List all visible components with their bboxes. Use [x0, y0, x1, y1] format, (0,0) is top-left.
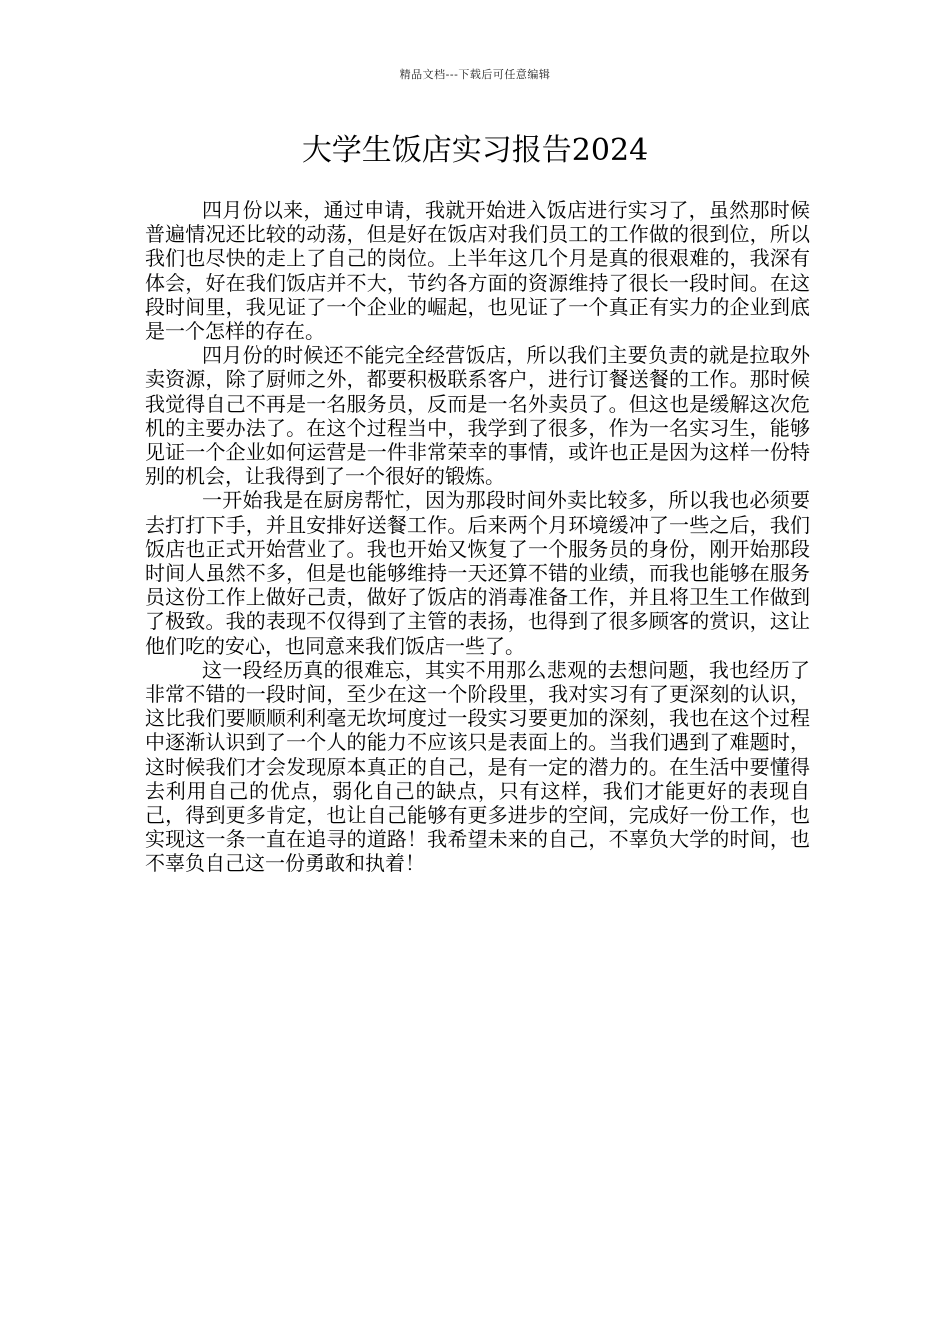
paragraph-3: 一开始我是在厨房帮忙，因为那段时间外卖比较多，所以我也必须要去打打下手，并且安排好送餐工作。后来两个月环境缓冲了一些之后，我们饭店也正式开始营业了。我也开始又恢复了一个服务员的身份，刚开始那段时间人虽然不多，但是也能够维持一天还算不错的业绩，而我也能够在服务员这份工作上做好己责，做好了饭店的消毒准备工作，并且将卫生工作做到了极致。我的表现不仅得到了主管的表扬，也得到了很多顾客的赏识，这让他们吃的安心，也同意来我们饭店一些了。 [145, 488, 810, 658]
paragraph-2: 四月份的时候还不能完全经营饭店，所以我们主要负责的就是拉取外卖资源，除了厨师之外，都要积极联系客户，进行订餐送餐的工作。那时候我觉得自己不再是一名服务员，反而是一名外卖员了。但这也是缓解这次危机的主要办法了。在这个过程当中，我学到了很多，作为一名实习生，能够见证一个企业如何运营是一件非常荣幸的事情，或许也正是因为这样一份特别的机会，让我得到了一个很好的锻炼。 [145, 343, 810, 489]
page-header-note: 精品文档---下载后可任意编辑 [399, 68, 551, 81]
paragraph-4: 这一段经历真的很难忘，其实不用那么悲观的去想问题，我也经历了非常不错的一段时间，至少在这一个阶段里，我对实习有了更深刻的认识，这比我们要顺顺利利毫无坎坷度过一段实习要更加的深刻，我也在这个过程中逐渐认识到了一个人的能力不应该只是表面上的。当我们遇到了难题时，这时候我们才会发现原本真正的自己，是有一定的潜力的。在生活中要懂得去利用自己的优点，弱化自己的缺点，只有这样，我们才能更好的表现自己，得到更多肯定，也让自己能够有更多进步的空间，完成好一份工作，也实现这一条一直在追寻的道路！我希望未来的自己，不辜负大学的时间，也不辜负自己这一份勇敢和执着！ [145, 657, 810, 876]
paragraph-1: 四月份以来，通过申请，我就开始进入饭店进行实习了，虽然那时候普遍情况还比较的动荡，但是好在饭店对我们员工的工作做的很到位，所以我们也尽快的走上了自己的岗位。上半年这几个月是真的很艰难的，我深有体会，好在我们饭店并不大，节约各方面的资源维持了很长一段时间。在这段时间里，我见证了一个企业的崛起，也见证了一个真正有实力的企业到底是一个怎样的存在。 [145, 198, 810, 344]
document-body [145, 198, 810, 876]
document-title: 大学生饭店实习报告2024 [301, 133, 649, 168]
